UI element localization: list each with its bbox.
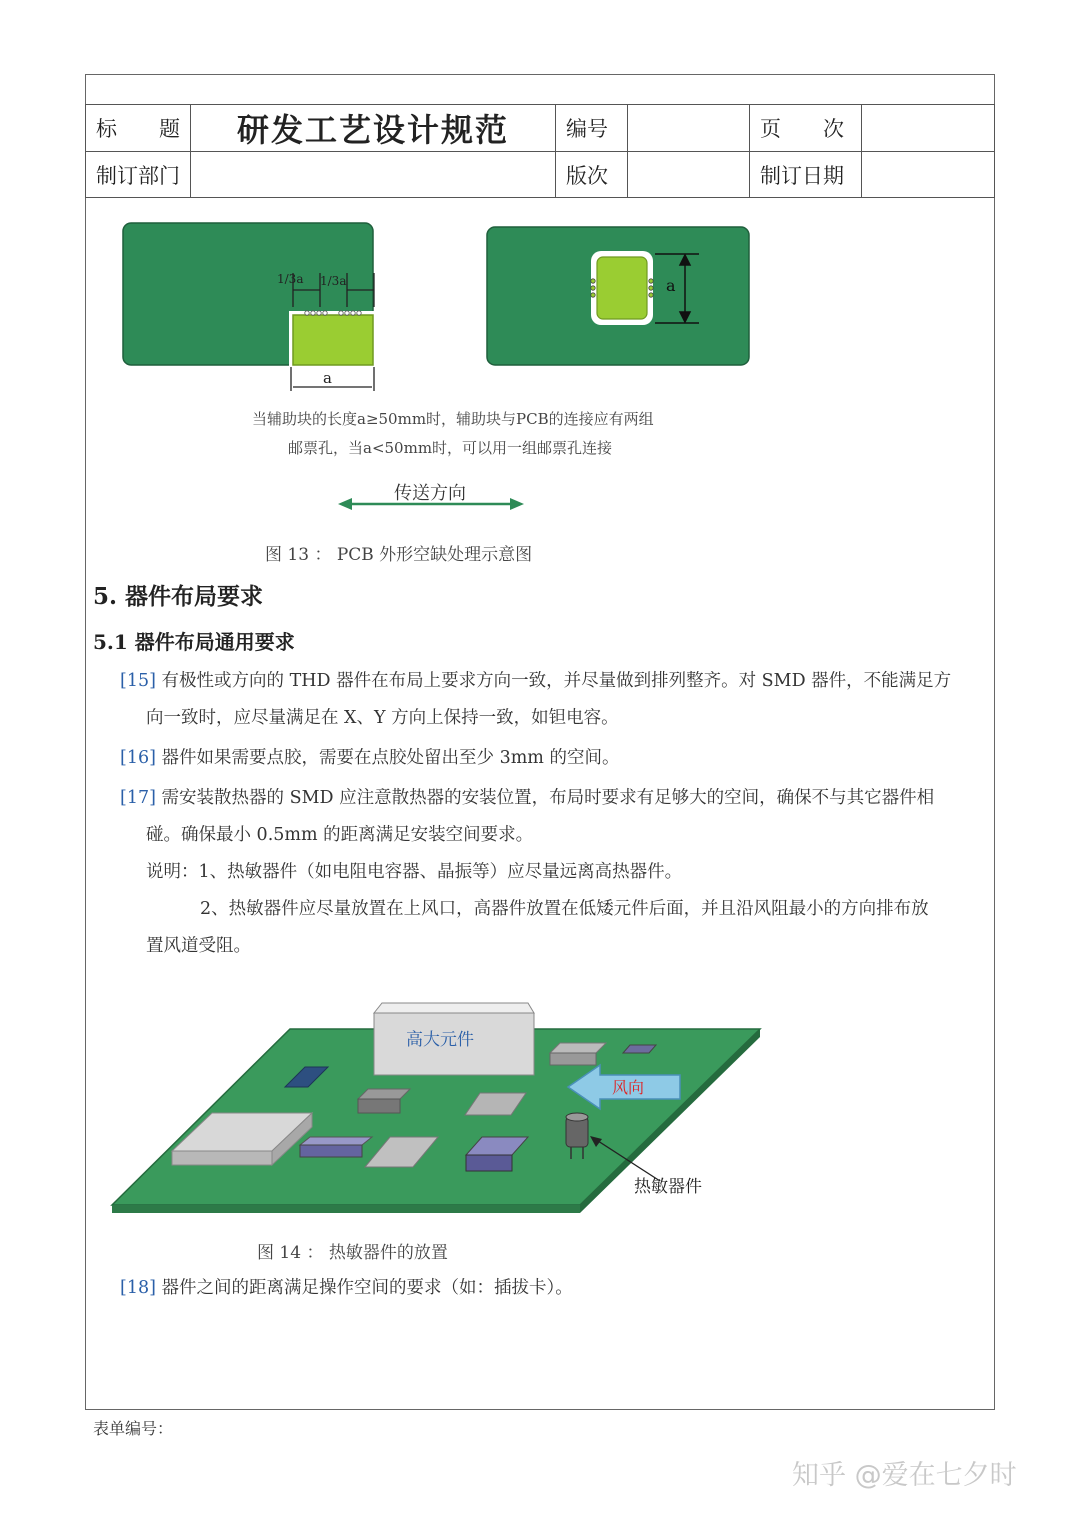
dimension-a-bottom [291, 367, 374, 391]
note-3: 置风道受阻。 [146, 936, 251, 956]
item-16-number: [16] [120, 748, 156, 768]
document-header-table [85, 104, 995, 198]
note-2: 2、热敏器件应尽量放置在上风口，高器件放置在低矮元件后面，并且沿风阻最小的方向排布放 [200, 899, 929, 919]
aux-block-right [597, 257, 647, 319]
tall-component-label: 高大元件 [406, 1030, 474, 1050]
item-15-line1: 有极性或方向的 THD 器件在布局上要求方向一致，并尽量做到排列整齐。对 SMD 器件，不能满足方 [161, 671, 952, 691]
wind-direction-label: 风向 [612, 1078, 645, 1097]
page-label: 页 次 [750, 105, 862, 152]
date-label: 制订日期 [750, 152, 862, 198]
item-16 [120, 740, 619, 777]
item-17-number: [17] [120, 788, 156, 808]
item-15-number: [15] [120, 671, 156, 691]
fig14-caption: 图 14 ： 热敏器件的放置 [257, 1243, 448, 1263]
version-label: 版次 [556, 152, 628, 198]
fig13-note-line1: 当辅助块的长度a≥50mm时，辅助块与PCB的连接应有两组 [252, 410, 654, 428]
fig13-note-line2: 邮票孔，当a<50mm时，可以用一组邮票孔连接 [288, 439, 613, 457]
watermark: 知乎 @爱在七夕时 [792, 1460, 1017, 1491]
code-value [628, 105, 750, 152]
note-1: 说明：1、热敏器件（如电阻电容器、晶振等）应尽量远离高热器件。 [146, 862, 683, 882]
item-18-text: 器件之间的距离满足操作空间的要求（如：插拔卡）。 [161, 1278, 573, 1298]
item-15 [120, 663, 990, 700]
chip-gray-3-front [550, 1053, 596, 1065]
dept-value [191, 152, 556, 198]
title-label: 标 题 [86, 105, 191, 152]
transport-direction-arrow [336, 496, 526, 512]
fig14-diagram [100, 995, 780, 1220]
label-third-a-2: 1/3a [320, 274, 347, 288]
item-15-line2: 向一致时，应尽量满足在 X、Y 方向上保持一致，如钽电容。 [146, 708, 619, 728]
label-third-a-1: 1/3a [277, 272, 304, 286]
thermal-sensor-top [566, 1113, 588, 1121]
section5-heading: 5. 器件布局要求 [93, 583, 264, 610]
thermal-sensor-label: 热敏器件 [634, 1177, 702, 1197]
label-a-bottom: a [323, 369, 332, 387]
item-16-text: 器件如果需要点胶，需要在点胶处留出至少 3mm 的空间。 [161, 748, 620, 768]
resistor-top [300, 1137, 372, 1145]
fig13-diagram [115, 215, 765, 395]
aux-block-left [293, 315, 373, 365]
date-value [862, 152, 995, 198]
pcb-board-edge [112, 1205, 580, 1213]
resistor-body [300, 1145, 362, 1157]
section5-1-heading: 5.1 器件布局通用要求 [93, 630, 295, 654]
version-value [628, 152, 750, 198]
fig13-caption: 图 13 ： PCB 外形空缺处理示意图 [265, 545, 533, 565]
chip-gray-1-top [358, 1089, 410, 1099]
code-label: 编号 [556, 105, 628, 152]
item-18-number: [18] [120, 1278, 156, 1298]
dept-label: 制订部门 [86, 152, 191, 198]
ic-purple-front [466, 1155, 512, 1171]
page-value [862, 105, 995, 152]
item-18 [120, 1270, 573, 1307]
transport-direction-label: 传送方向 [394, 483, 466, 504]
form-number-label: 表单编号： [93, 1419, 174, 1438]
item-17-line2: 碰。确保最小 0.5mm 的距离满足安装空间要求。 [146, 825, 534, 845]
tall-component-top [374, 1003, 534, 1013]
chip-gray-1-front [358, 1099, 400, 1113]
large-module-front [172, 1151, 272, 1165]
document-title: 研发工艺设计规范 [191, 105, 556, 152]
item-17 [120, 780, 990, 817]
label-a-side: a [666, 276, 676, 295]
chip-gray-3-top [550, 1043, 606, 1053]
item-17-line1: 需安装散热器的 SMD 应注意散热器的安装位置，布局时要求有足够大的空间，确保不与其它器件相 [161, 788, 935, 808]
